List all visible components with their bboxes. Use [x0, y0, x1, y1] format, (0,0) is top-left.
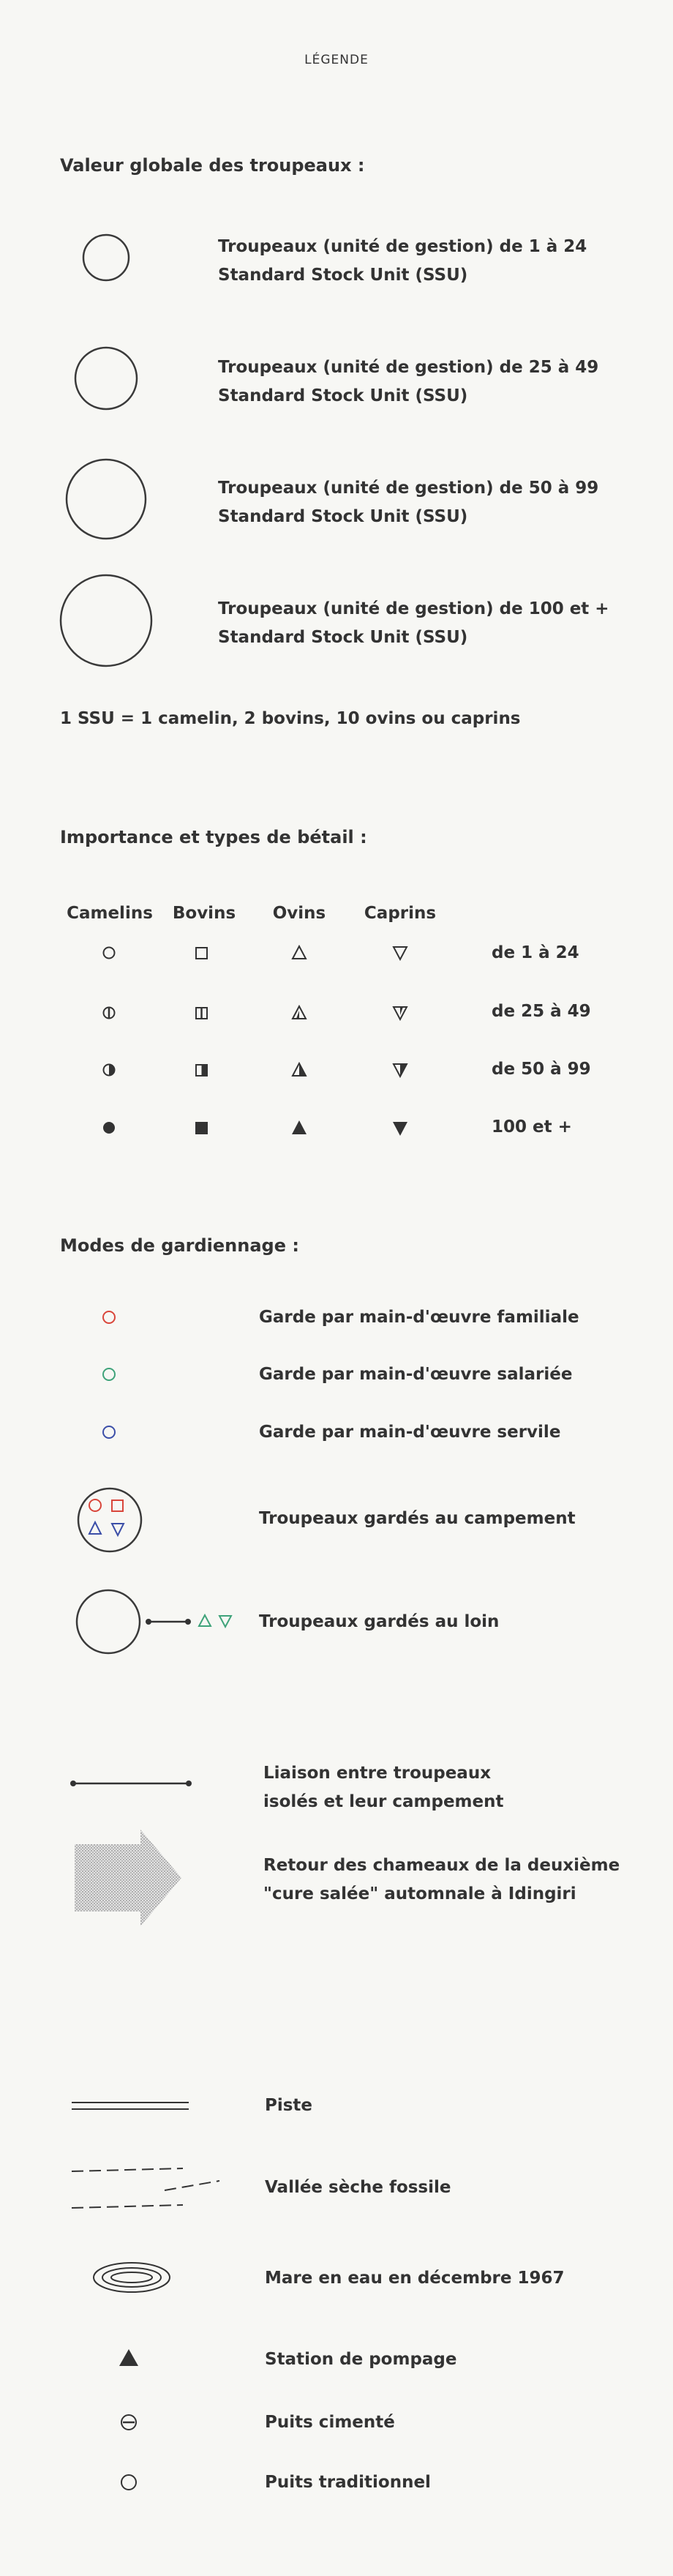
herd-size-label-2-line1: Troupeaux (unité de gestion) de 25 à 49 [218, 358, 599, 377]
feature-label-pond: Mare en eau en décembre 1967 [265, 2269, 565, 2288]
traditional-well-symbol [121, 2475, 136, 2490]
herd-size-label-3-line1: Troupeaux (unité de gestion) de 50 à 99 [218, 479, 599, 498]
herd-size-label-1-line2: Standard Stock Unit (SSU) [218, 266, 468, 285]
retour-label-line2: "cure salée" automnale à Idingiri [263, 1884, 576, 1903]
guard-label-camp: Troupeaux gardés au campement [259, 1509, 576, 1528]
column-caprins: Caprins [364, 904, 437, 923]
guard-label-salaried: Garde par main-d'œuvre salariée [259, 1365, 573, 1384]
piste-symbol [72, 2103, 189, 2109]
livestock-range-4: 100 et + [492, 1117, 572, 1137]
section-herd-value-heading: Valeur globale des troupeaux : [60, 155, 365, 176]
livestock-range-1: de 1 à 24 [492, 943, 579, 962]
pond-symbol [94, 2263, 170, 2292]
feature-label-piste: Piste [265, 2096, 313, 2115]
feature-label-traditional-well: Puits traditionnel [265, 2473, 431, 2492]
herd-size-label-1-line1: Troupeaux (unité de gestion) de 1 à 24 [218, 237, 587, 256]
column-camelins: Camelins [67, 904, 153, 923]
feature-label-pumping-station: Station de pompage [265, 2350, 457, 2369]
column-ovins: Ovins [272, 904, 326, 923]
liaison-label-line1: Liaison entre troupeaux [263, 1764, 492, 1783]
fossil-valley-symbol [72, 2168, 219, 2208]
guard-label-family: Garde par main-d'œuvre familiale [259, 1308, 579, 1327]
feature-label-fossil-valley: Vallée sèche fossile [265, 2178, 451, 2197]
cemented-well-symbol [121, 2415, 136, 2430]
herd-size-label-4-line1: Troupeaux (unité de gestion) de 100 et + [218, 599, 609, 618]
livestock-range-3: de 50 à 99 [492, 1060, 591, 1079]
column-bovins: Bovins [172, 904, 236, 923]
pumping-station-symbol [119, 2349, 138, 2366]
livestock-range-2: de 25 à 49 [492, 1002, 591, 1021]
section-livestock-heading: Importance et types de bétail : [60, 827, 367, 847]
legend-title: LÉGENDE [304, 53, 369, 67]
section-guarding-heading: Modes de gardiennage : [60, 1235, 299, 1256]
herd-size-label-3-line2: Standard Stock Unit (SSU) [218, 507, 468, 526]
guard-label-servile: Garde par main-d'œuvre servile [259, 1423, 561, 1442]
feature-label-cemented-well: Puits cimenté [265, 2413, 395, 2432]
herd-size-label-4-line2: Standard Stock Unit (SSU) [218, 628, 468, 647]
guard-label-far: Troupeaux gardés au loin [259, 1612, 500, 1631]
liaison-label-line2: isolés et leur campement [263, 1792, 504, 1811]
ssu-note: 1 SSU = 1 camelin, 2 bovins, 10 ovins ou caprins [60, 709, 521, 728]
herd-size-label-2-line2: Standard Stock Unit (SSU) [218, 386, 468, 405]
retour-label-line1: Retour des chameaux de la deuxième [263, 1856, 620, 1875]
